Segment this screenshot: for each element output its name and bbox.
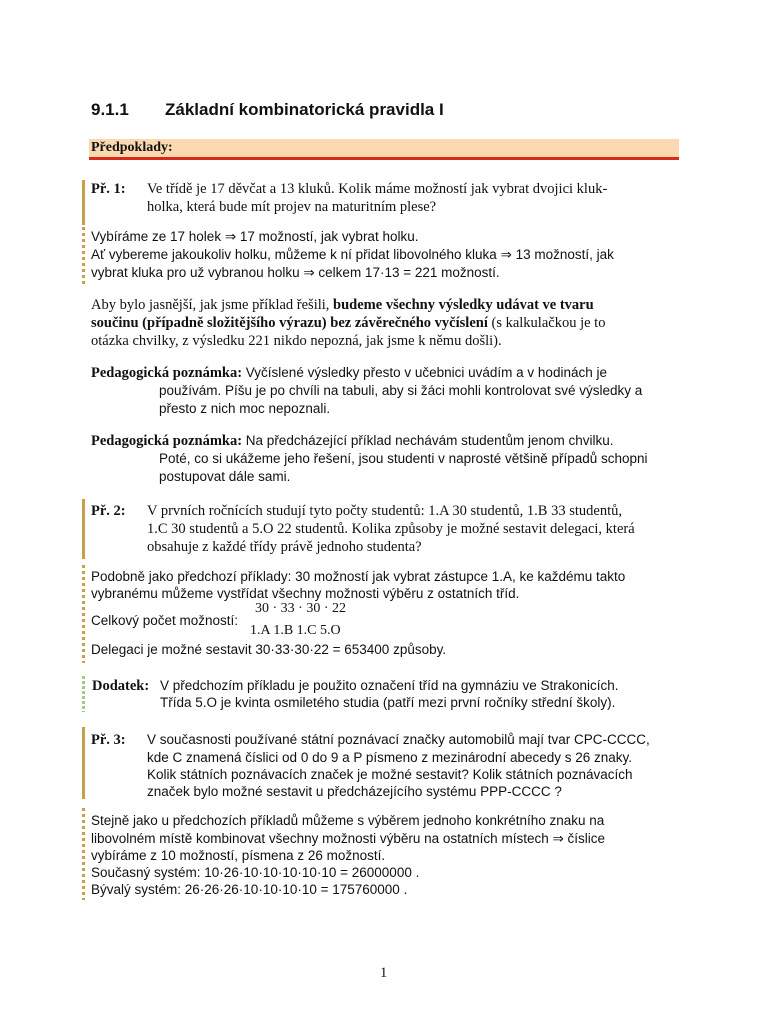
solution-1-line: vybrat kluka pro už vybranou holku ⇒ celkem 17·13 = 221 možností.: [91, 265, 500, 280]
former-system-result: Bývalý systém: 26·26·26·10·10·10·10 = 175760000 .: [91, 882, 408, 897]
addendum-line: V předchozím příkladu je použito označení tříd na gymnáziu ve Strakonicích.: [160, 678, 619, 693]
example-3-question-line: značek bylo možné sestavit u předcházejícího systému PPP-CCCC ?: [147, 784, 562, 799]
solution-1-line: Ať vybereme jakoukoliv holku, můžeme k ní přidat libovolného kluka ⇒ 13 možností, jak: [91, 247, 614, 262]
example-2-marker: [82, 499, 85, 559]
classes-row: 1.A 1.B 1.C 5.O: [250, 623, 341, 638]
solution-2-line: Delegaci je možné sestavit 30·33·30·22 = 653400 způsoby.: [91, 642, 447, 657]
page-title: [91, 100, 444, 120]
example-1-question-line: Ve třídě je 17 děvčat a 13 kluků. Kolik máme možností jak vybrat dvojici kluk-: [147, 181, 608, 197]
convention-paragraph-line: Aby bylo jasnější, jak jsme příklad řešili, budeme všechny výsledky udávat ve tvaru: [91, 297, 594, 313]
example-1-label: Př. 1:: [91, 181, 126, 197]
example-3-question-line: kde C znamená číslici od 0 do 9 a P písmeno z mezinárodní abecedy s 26 znaky.: [147, 750, 633, 765]
solution-2-line: Podobně jako předchozí příklady: 30 možností jak vybrat zástupce 1.A, ke každému takto: [91, 569, 626, 584]
counts-row: 30 · 33 · 30 · 22: [255, 601, 346, 616]
total-count-label: Celkový počet možností:: [91, 613, 239, 628]
pedagogical-note-label: Pedagogická poznámka:: [91, 433, 243, 449]
solution-3-line: libovolném místě kombinovat všechny možnosti výběru na ostatních místech ⇒ číslice: [91, 831, 606, 846]
pedagogical-note-1-line: používám. Píšu je po chvíli na tabuli, aby si žáci mohli kontrolovat své výsledky a: [159, 383, 643, 398]
pedagogical-note-2-line: postupovat dále sami.: [159, 469, 291, 484]
convention-paragraph-line: otázka chvilky, z výsledku 221 nikdo nepozná, jak jsme k němu došli).: [91, 333, 502, 349]
prerequisites-underline: [89, 157, 679, 160]
example-3-marker: [82, 727, 85, 799]
pedagogical-note-1: Pedagogická poznámka: Vyčíslené výsledky přesto v učebnici uvádím a v hodinách je: [91, 365, 607, 381]
example-2-label: Př. 2:: [91, 503, 126, 519]
section-number: 9.1.1: [91, 100, 129, 119]
addendum-label: Dodatek:: [92, 678, 150, 694]
page-number: 1: [380, 965, 388, 981]
solution-2-marker: [82, 565, 85, 663]
example-2-question-line: obsahuje z každé třídy právě jednoho studenta?: [147, 539, 422, 555]
example-3-question-line: Kolik státních poznávacích značek je možné sestavit? Kolik státních poznávacích: [147, 767, 633, 782]
addendum-line: Třída 5.O je kvinta osmiletého studia (patří mezi první ročníky střední školy).: [160, 695, 616, 710]
example-3-label: Př. 3:: [91, 732, 126, 748]
addendum-marker: [82, 676, 85, 712]
solution-1-line: Vybíráme ze 17 holek ⇒ 17 možností, jak vybrat holku.: [91, 229, 419, 244]
solution-1-marker: [82, 227, 85, 285]
pedagogical-note-1-line: přesto z nich moc nepoznali.: [159, 401, 331, 416]
section-title: Základní kombinatorická pravidla I: [165, 100, 444, 119]
solution-2-line: vybranému můžeme vystřídat všechny možnosti výběru z ostatních tříd.: [91, 586, 520, 601]
example-1-question-line: holka, která bude mít projev na maturitním plese?: [147, 199, 437, 215]
pedagogical-note-2: Pedagogická poznámka: Na předcházející příklad nechávám studentům jenom chvilku.: [91, 433, 614, 449]
convention-paragraph-line: součinu (případně složitějšího výrazu) bez závěrečného vyčíslení (s kalkulačkou je to: [91, 315, 606, 331]
current-system-result: Současný systém: 10·26·10·10·10·10·10 = 26000000 .: [91, 865, 420, 880]
pedagogical-note-label: Pedagogická poznámka:: [91, 365, 243, 381]
example-3-question-line: V současnosti používané státní poznávací značky automobilů mají tvar CPC-CCCC,: [147, 732, 650, 747]
example-1-marker: [82, 180, 85, 225]
prerequisites-bar: [89, 139, 679, 157]
example-2-question-line: V prvních ročnících studují tyto počty studentů: 1.A 30 studentů, 1.B 33 studentů,: [147, 503, 622, 519]
pedagogical-note-2-line: Poté, co si ukážeme jeho řešení, jsou studenti v naprosté většině případů schopni: [159, 451, 648, 466]
prerequisites-label: Předpoklady:: [91, 140, 173, 155]
solution-3-line: vybíráme z 10 možností, písmena z 26 možností.: [91, 848, 386, 863]
solution-3-marker: [82, 808, 85, 900]
example-2-question-line: 1.C 30 studentů a 5.O 22 studentů. Kolika způsoby je možné sestavit delegaci, která: [147, 521, 635, 537]
solution-3-line: Stejně jako u předchozích příkladů můžeme s výběrem jednoho konkrétního znaku na: [91, 813, 605, 828]
